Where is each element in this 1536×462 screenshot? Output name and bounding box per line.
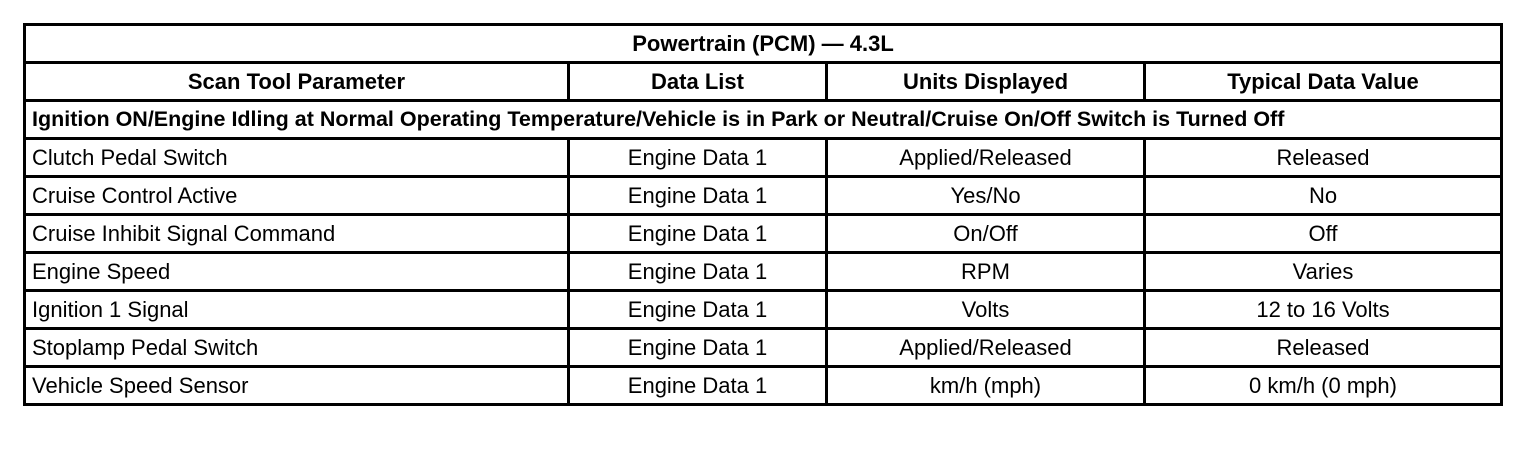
units-cell: On/Off (827, 215, 1145, 253)
header-typical-data-value: Typical Data Value (1145, 63, 1502, 101)
parameter-cell: Stoplamp Pedal Switch (25, 329, 569, 367)
typical-value-cell: Off (1145, 215, 1502, 253)
units-cell: Volts (827, 291, 1145, 329)
data-list-cell: Engine Data 1 (569, 139, 827, 177)
table-row (25, 367, 1502, 405)
table-title: Powertrain (PCM) — 4.3L (25, 25, 1502, 63)
table-row (25, 177, 1502, 215)
typical-value-cell: 12 to 16 Volts (1145, 291, 1502, 329)
units-cell: Applied/Released (827, 139, 1145, 177)
table-row (25, 215, 1502, 253)
data-list-cell: Engine Data 1 (569, 291, 827, 329)
parameter-cell: Clutch Pedal Switch (25, 139, 569, 177)
table-row (25, 253, 1502, 291)
typical-value-cell: 0 km/h (0 mph) (1145, 367, 1502, 405)
parameter-cell: Engine Speed (25, 253, 569, 291)
data-list-cell: Engine Data 1 (569, 215, 827, 253)
typical-value-cell: Released (1145, 139, 1502, 177)
table-header-row (25, 63, 1502, 101)
header-units-displayed: Units Displayed (827, 63, 1145, 101)
parameter-cell: Cruise Inhibit Signal Command (25, 215, 569, 253)
condition-row (25, 101, 1502, 139)
table-title-row (25, 25, 1502, 63)
table-row (25, 329, 1502, 367)
data-list-cell: Engine Data 1 (569, 177, 827, 215)
parameter-cell: Vehicle Speed Sensor (25, 367, 569, 405)
typical-value-cell: No (1145, 177, 1502, 215)
table-row (25, 291, 1502, 329)
typical-value-cell: Released (1145, 329, 1502, 367)
header-data-list: Data List (569, 63, 827, 101)
units-cell: Applied/Released (827, 329, 1145, 367)
parameter-cell: Ignition 1 Signal (25, 291, 569, 329)
units-cell: Yes/No (827, 177, 1145, 215)
data-list-cell: Engine Data 1 (569, 253, 827, 291)
operating-condition: Ignition ON/Engine Idling at Normal Operating Temperature/Vehicle is in Park or Neutral/Cruise On/Off Switch is Turned Off (25, 101, 1502, 139)
units-cell: km/h (mph) (827, 367, 1145, 405)
units-cell: RPM (827, 253, 1145, 291)
scan-tool-data-table (23, 23, 1503, 406)
typical-value-cell: Varies (1145, 253, 1502, 291)
table-row (25, 139, 1502, 177)
data-list-cell: Engine Data 1 (569, 367, 827, 405)
header-scan-tool-parameter: Scan Tool Parameter (25, 63, 569, 101)
data-list-cell: Engine Data 1 (569, 329, 827, 367)
parameter-cell: Cruise Control Active (25, 177, 569, 215)
